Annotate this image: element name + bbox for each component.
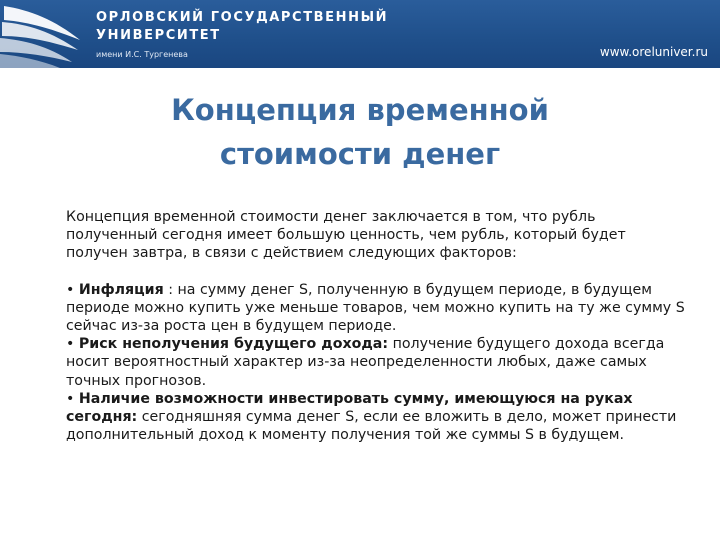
header-banner — [0, 0, 720, 68]
factor-item — [66, 335, 686, 390]
slide-title-line2: стоимости денег — [219, 137, 501, 171]
slide-title-line1: Концепция временной — [171, 93, 549, 127]
factor-text: получение будущего дохода всегда носит вероятностный характер из-за неопределенности любых, даже самых точных прогнозов. — [66, 336, 665, 389]
university-name-line3: имени И.С. Тургенева — [96, 50, 188, 59]
bullet: • — [66, 336, 79, 353]
factor-text: : на сумму денег S, полученную в будущем периоде, в будущем периоде можно купить уже меньше товаров, чем можно купить на ту же сумму S сейчас из-за роста цен в будущем периоде. — [66, 281, 685, 335]
factor-term: Наличие возможности инвестировать сумму, имеющуюся на руках сегодня: — [66, 390, 633, 426]
university-name-line1: ОРЛОВСКИЙ ГОСУДАРСТВЕННЫЙ — [96, 10, 389, 25]
factor-text: сегодняшняя сумма денег S, если ее вложить в дело, может принести дополнительный доход к моменту получения той же суммы S в будущем. — [66, 409, 677, 444]
slide-body — [66, 208, 686, 444]
slide-title — [60, 88, 660, 176]
factor-item — [66, 390, 686, 445]
website-link[interactable]: www.oreluniver.ru — [599, 45, 708, 59]
factor-term: Риск неполучения будущего дохода: — [78, 336, 389, 353]
bullet: • — [66, 390, 79, 407]
intro-term: Концепция временной стоимости денег — [66, 209, 368, 225]
university-name-line2: УНИВЕРСИТЕТ — [96, 28, 221, 43]
intro-text: заключается в том, что рубль полученный сегодня имеет большую ценность, чем рубль, который будет получен завтра, в связи с действием следующих факторов: — [66, 209, 626, 262]
intro-paragraph — [66, 208, 686, 263]
factor-item — [66, 281, 686, 336]
bullet: • — [66, 281, 79, 298]
wing-logo-icon — [0, 0, 90, 68]
factor-term: Инфляция — [78, 281, 164, 298]
